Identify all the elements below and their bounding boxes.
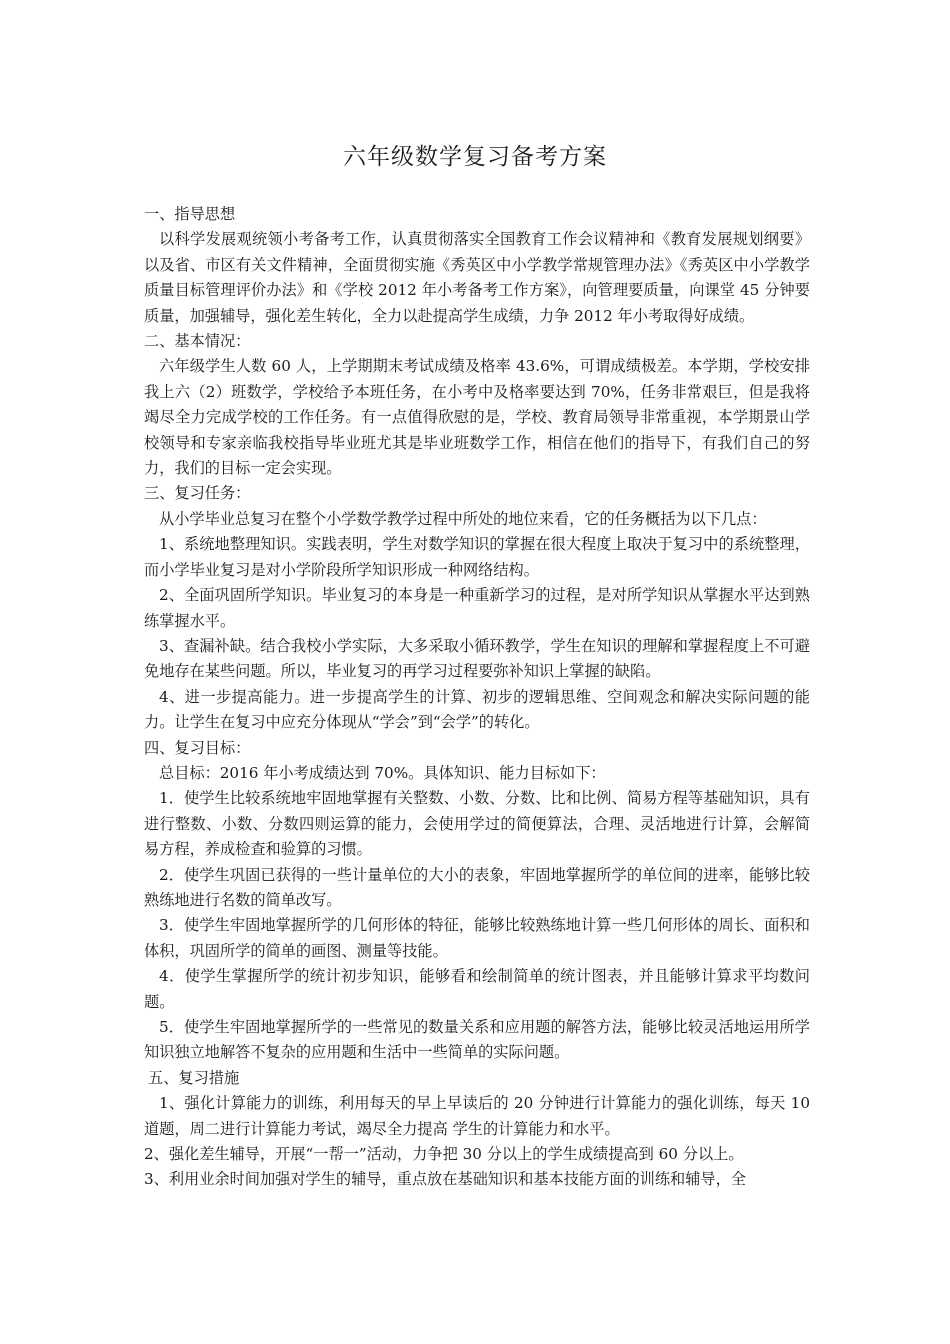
- paragraph: 3、查漏补缺。结合我校小学实际，大多采取小循环教学，学生在知识的理解和掌握程度上不可避免地存在某些问题。所以，毕业复习的再学习过程要弥补知识上掌握的缺陷。: [144, 636, 810, 681]
- paragraph: 4．使学生掌握所学的统计初步知识，能够看和绘制简单的统计图表，并且能够计算求平均数问题。: [144, 967, 810, 1011]
- paragraph: 1．使学生比较系统地牢固地掌握有关整数、小数、分数、比和比例、简易方程等基础知识，具有进行整数、小数、分数四则运算的能力，会使用学过的简便算法，合理、灵活地进行计算，会解简易方程，养成检查和验算的习惯。: [144, 789, 810, 859]
- document-body: [144, 202, 810, 1193]
- paragraph: 总目标：2016 年小考成绩达到 70%。具体知识、能力目标如下：: [159, 763, 606, 782]
- paragraph: 1、系统地整理知识。实践表明，学生对数学知识的掌握在很大程度上取决于复习中的系统整理，而小学毕业复习是对小学阶段所学知识形成一种网络结构。: [144, 535, 810, 579]
- paragraph: 3、利用业余时间加强对学生的辅导，重点放在基础知识和基本技能方面的训练和辅导，全: [144, 1170, 746, 1189]
- paragraph: 3．使学生牢固地掌握所学的几何形体的特征，能够比较熟练地计算一些几何形体的周长、面积和体积，巩固所学的简单的画图、测量等技能。: [144, 916, 810, 960]
- paragraph: 2、全面巩固所学知识。毕业复习的本身是一种重新学习的过程，是对所学知识从掌握水平达到熟练掌握水平。: [144, 586, 810, 630]
- section-heading: 二、基本情况：: [144, 332, 251, 351]
- paragraph: 2．使学生巩固已获得的一些计量单位的大小的表象，牢固地掌握所学的单位间的进率，能够比较熟练地进行名数的简单改写。: [144, 865, 810, 909]
- paragraph: 5．使学生牢固地掌握所学的一些常见的数量关系和应用题的解答方法，能够比较灵活地运用所学知识独立地解答不复杂的应用题和生活中一些简单的实际问题。: [144, 1018, 810, 1062]
- paragraph: 六年级学生人数 60 人，上学期期末考试成绩及格率 43.6%，可谓成绩极差。本学期，学校安排我上六（2）班数学，学校给予本班任务，在小考中及格率要达到 70%，任务非常艰巨，但是我将竭尽全力完成学校的工作任务。有一点值得欣慰的是，学校、教育局领导非常重视，本学期景山学校领导和专家亲临我校指导毕业班尤其是毕业班数学工作，相信在他们的指导下，有我们自己的努力，我们的目标一定会实现。: [144, 357, 810, 478]
- section-heading: 一、指导思想: [144, 205, 236, 223]
- paragraph: 1、强化计算能力的训练，利用每天的早上早读后的 20 分钟进行计算能力的强化训练，每天 10 道题，周二进行计算能力考试，竭尽全力提高 学生的计算能力和水平。: [144, 1094, 810, 1138]
- paragraph: 从小学毕业总复习在整个小学数学教学过程中所处的地位来看，它的任务概括为以下几点：: [159, 509, 767, 528]
- section-heading: 五、复习措施: [148, 1068, 240, 1087]
- section-heading: 四、复习目标：: [144, 738, 251, 757]
- paragraph: 以科学发展观统领小考备考工作，认真贯彻落实全国教育工作会议精神和《教育发展规划纲要》以及省、市区有关文件精神，全面贯彻实施《秀英区中小学教学常规管理办法》《秀英区中小学教学质量目标管理评价办法》和《学校 2012 年小考备考工作方案》，向管理要质量，向课堂 45 分钟要质量，加强辅导，强化差生转化，全力以赴提高学生成绩，力争 2012 年小考取得好成绩。: [144, 230, 810, 325]
- paragraph: 2、强化差生辅导，开展“一帮一”活动，力争把 30 分以上的学生成绩提高到 60 分以上。: [144, 1145, 744, 1164]
- paragraph: 4、进一步提高能力。进一步提高学生的计算、初步的逻辑思维、空间观念和解决实际问题的能力。让学生在复习中应充分体现从“学会”到“会学”的转化。: [144, 687, 810, 732]
- section-heading: 三、复习任务：: [144, 484, 251, 503]
- document-title: 六年级数学复习备考方案: [343, 144, 607, 170]
